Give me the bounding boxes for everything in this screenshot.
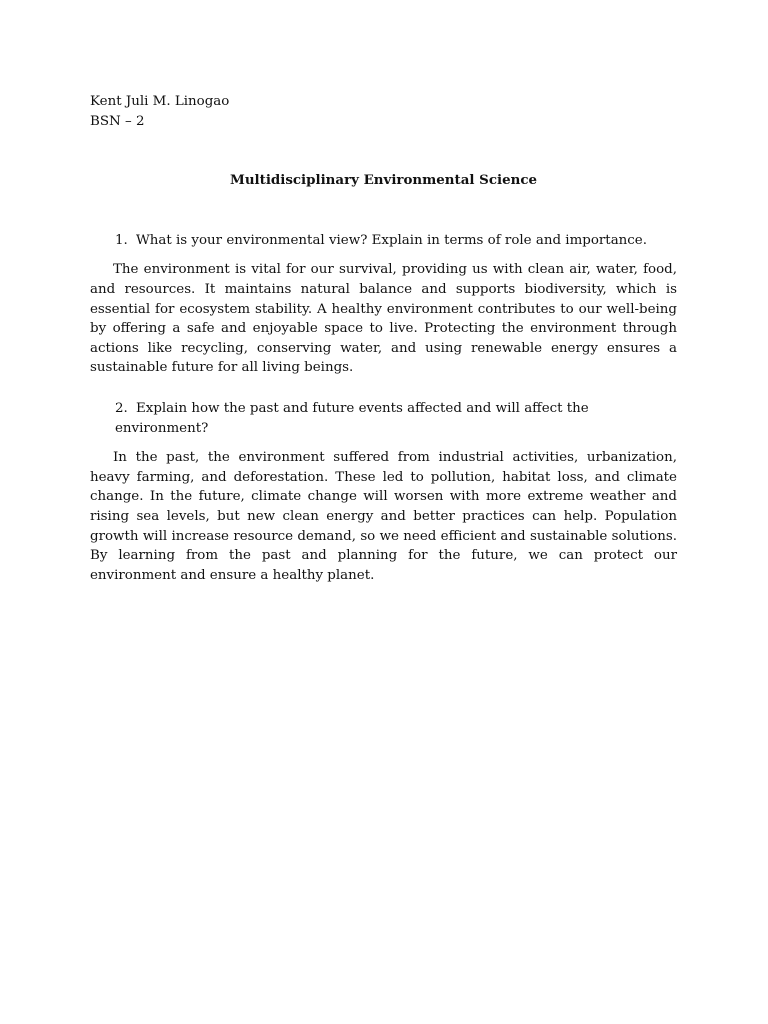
answer-1: The environment is vital for our survival, providing us with clean air, water, food, and resources. It maintains natural balance and supports biodiversity, which is essential for ecosystem stability. A healthy environment contributes to our well-being by offering a safe and enjoyable space to live. Protecting the environment through actions like recycling, conserving water, and using renewable energy ensures a sustainable future for all living beings. (90, 262, 677, 376)
question-2-number: 2. (115, 400, 128, 416)
question-2-text: Explain how the past and future events affected and will affect the environment? (115, 400, 589, 436)
question-1-text: What is your environmental view? Explain in terms of role and importance. (136, 232, 647, 248)
document-title: Multidisciplinary Environmental Science (230, 172, 537, 189)
document-body (90, 92, 677, 585)
section-label: BSN – 2 (90, 113, 145, 129)
question-2 (90, 399, 677, 438)
question-1-number: 1. (115, 232, 128, 248)
question-1 (90, 231, 677, 251)
author-name: Kent Juli M. Linogao (90, 94, 230, 109)
answer-2: In the past, the environment suffered from industrial activities, urbanization, heavy farming, and deforestation. These led to pollution, habitat loss, and climate change. In the future, climate change will worsen with more extreme weather and rising sea levels, but new clean energy and better practices can help. Population growth will increase resource demand, so we need efficient and sustainable solutions. By learning from the past and planning for the future, we can protect our environment and ensure a healthy planet. (90, 450, 677, 583)
